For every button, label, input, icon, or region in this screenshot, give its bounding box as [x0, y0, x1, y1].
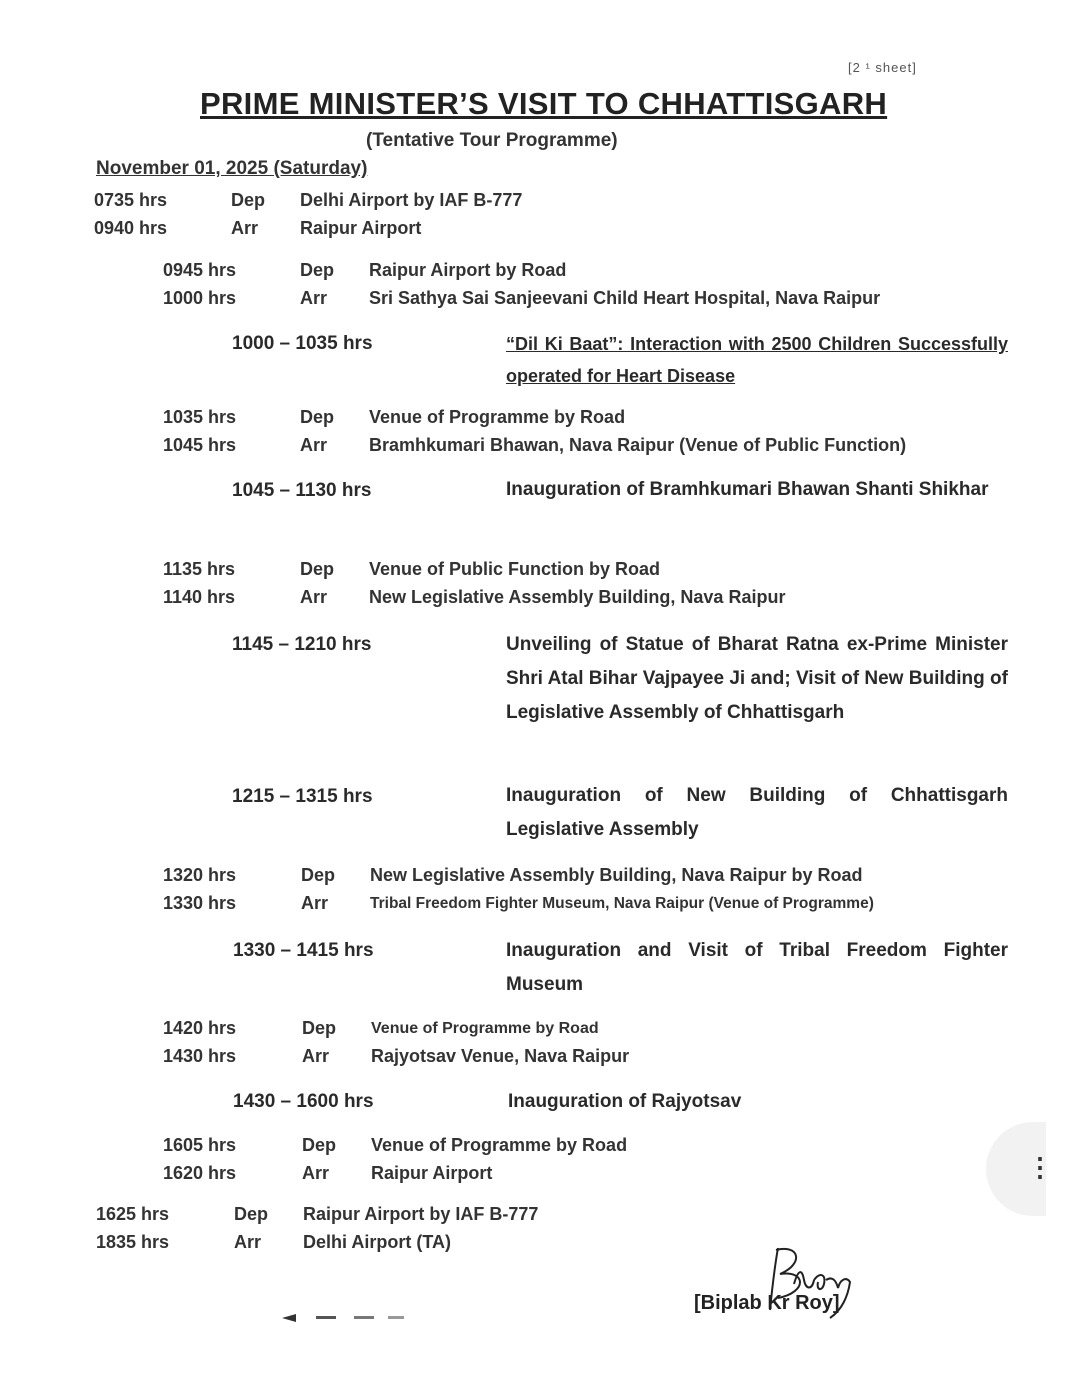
schedule-time: 1620 hrs	[163, 1163, 237, 1183]
event-time: 1000 – 1035 hrs	[232, 333, 373, 354]
schedule-time: 1430 hrs	[163, 1046, 237, 1066]
schedule-type: Arr	[300, 435, 328, 455]
schedule-desc: Venue of Programme by Road	[369, 407, 626, 427]
schedule-time: 1330 hrs	[163, 893, 237, 913]
schedule-type: Dep	[234, 1204, 269, 1224]
schedule-time: 1605 hrs	[163, 1135, 237, 1155]
event-time: 1045 – 1130 hrs	[232, 480, 372, 501]
schedule-desc: Venue of Public Function by Road	[369, 559, 661, 579]
schedule-time: 1625 hrs	[96, 1204, 170, 1224]
schedule-type: Arr	[301, 893, 329, 913]
schedule-type: Arr	[300, 587, 328, 607]
schedule-type: Arr	[231, 218, 259, 238]
event-description: Inauguration of New Building of Chhattisgarh Legislative Assembly	[506, 785, 1008, 840]
schedule-desc: Venue of Programme by Road	[371, 1020, 599, 1037]
schedule-type: Arr	[302, 1163, 330, 1183]
tour-date: November 01, 2025 (Saturday)	[96, 158, 368, 179]
schedule-type: Dep	[301, 865, 336, 885]
schedule-time: 0735 hrs	[94, 190, 168, 210]
event-time: 1330 – 1415 hrs	[233, 940, 374, 961]
corner-mark: [2 ¹ sheet]	[848, 60, 917, 75]
schedule-type: Dep	[300, 260, 335, 280]
event-description: Unveiling of Statue of Bharat Ratna ex-Prime Minister Shri Atal Bihar Vajpayee Ji and; Visit of New Building of Legislative Assembly of Chhattisgarh	[506, 634, 1008, 723]
schedule-desc: Rajyotsav Venue, Nava Raipur	[371, 1046, 630, 1066]
schedule-type: Dep	[302, 1018, 337, 1038]
page-cut-mark	[280, 1310, 410, 1324]
schedule-desc: Raipur Airport by IAF B-777	[303, 1204, 539, 1224]
schedule-desc: Raipur Airport	[371, 1163, 493, 1183]
schedule-desc: Delhi Airport by IAF B-777	[300, 190, 523, 210]
schedule-desc: Tribal Freedom Fighter Museum, Nava Raipur (Venue of Programme)	[370, 895, 874, 912]
schedule-time: 1035 hrs	[163, 407, 237, 427]
event-description: Inauguration of Bramhkumari Bhawan Shanti Shikhar	[506, 479, 989, 500]
schedule-time: 0945 hrs	[163, 260, 237, 280]
schedule-type: Dep	[302, 1135, 337, 1155]
schedule-time: 1835 hrs	[96, 1232, 170, 1252]
schedule-desc: Raipur Airport by Road	[369, 260, 567, 280]
schedule-type: Arr	[300, 288, 328, 308]
event-description: Inauguration and Visit of Tribal Freedom Fighter Museum	[506, 940, 1008, 995]
schedule-desc: Delhi Airport (TA)	[303, 1232, 451, 1252]
page-title: PRIME MINISTER’S VISIT TO CHHATTISGARH	[200, 86, 888, 121]
event-description: Inauguration of Rajyotsav	[508, 1091, 742, 1112]
schedule-time: 1140 hrs	[163, 587, 236, 607]
schedule-desc: Bramhkumari Bhawan, Nava Raipur (Venue of Public Function)	[369, 435, 907, 455]
schedule-type: Dep	[300, 559, 335, 579]
schedule-type: Dep	[300, 407, 335, 427]
signatory-name: [Biplab Kr Roy]	[694, 1292, 840, 1314]
schedule-desc: New Legislative Assembly Building, Nava Raipur by Road	[370, 865, 863, 885]
schedule-desc: New Legislative Assembly Building, Nava Raipur	[369, 587, 786, 607]
schedule-time: 1320 hrs	[163, 865, 237, 885]
schedule-desc: Venue of Programme by Road	[371, 1135, 628, 1155]
schedule-type: Arr	[302, 1046, 330, 1066]
more-options-icon[interactable]: ⋮	[1027, 1152, 1053, 1182]
event-time: 1145 – 1210 hrs	[232, 634, 372, 655]
schedule-time: 1045 hrs	[163, 435, 237, 455]
subtitle: (Tentative Tour Programme)	[366, 130, 618, 151]
schedule-time: 1135 hrs	[163, 559, 236, 579]
event-time: 1430 – 1600 hrs	[233, 1091, 374, 1112]
event-description: “Dil Ki Baat”: Interaction with 2500 Children Successfully operated for Heart Disease	[506, 334, 1008, 386]
schedule-time: 1420 hrs	[163, 1018, 237, 1038]
schedule-type: Arr	[234, 1232, 262, 1252]
event-time: 1215 – 1315 hrs	[232, 786, 373, 807]
schedule-desc: Sri Sathya Sai Sanjeevani Child Heart Hospital, Nava Raipur	[369, 288, 881, 308]
schedule-type: Dep	[231, 190, 266, 210]
schedule-desc: Raipur Airport	[300, 218, 422, 238]
schedule-time: 1000 hrs	[163, 288, 237, 308]
schedule-time: 0940 hrs	[94, 218, 168, 238]
